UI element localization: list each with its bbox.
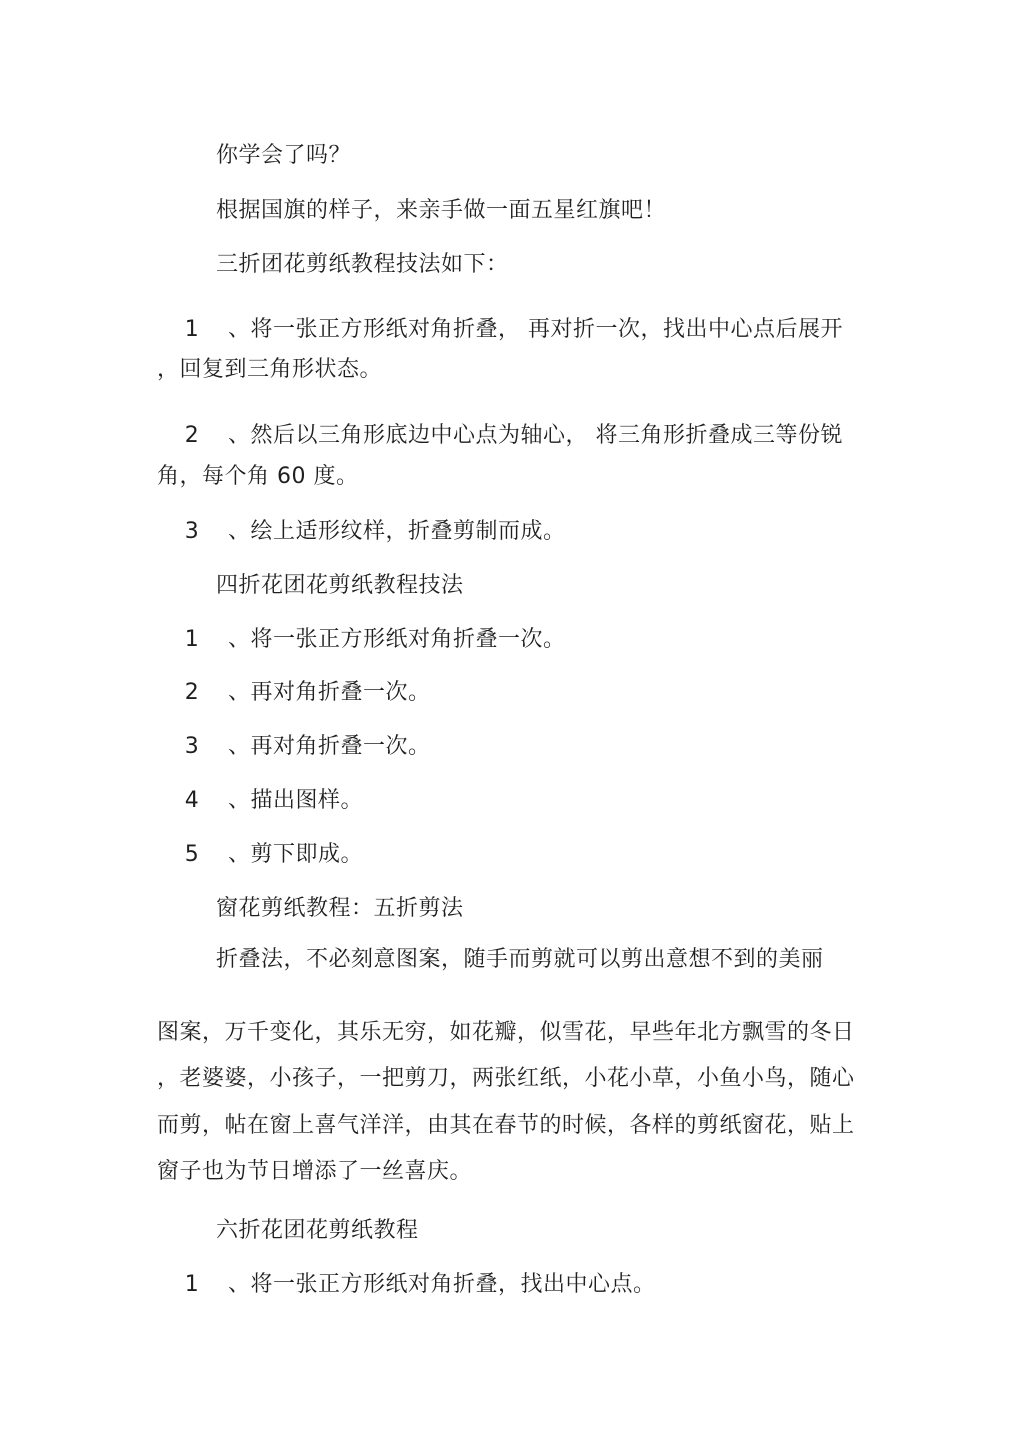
step-text: 、将一张正方形纸对角折叠， 再对折一次，找出中心点后展开 — [228, 317, 843, 342]
paragraph-line-2: 图案，万千变化，其乐无穷，如花瓣，似雪花，早些年北方飘雪的冬日 — [157, 1020, 855, 1045]
step-text: 、将一张正方形纸对角折叠一次。 — [228, 627, 566, 652]
section-heading-three-fold: 三折团花剪纸教程技法如下： — [216, 252, 509, 277]
paragraph-line-5: 窗子也为节日增添了一丝喜庆。 — [157, 1159, 473, 1184]
step-number: 4 — [184, 788, 200, 813]
three-fold-step-2-continued: 角，每个角 60 度。 — [157, 464, 359, 489]
step-text: 、然后以三角形底边中心点为轴心， 将三角形折叠成三等份锐 — [228, 423, 843, 448]
paragraph-line-1: 折叠法，不必刻意图案，随手而剪就可以剪出意想不到的美丽 — [216, 947, 824, 972]
step-number: 3 — [184, 519, 200, 544]
step-text: 、再对角折叠一次。 — [228, 680, 431, 705]
step-number: 2 — [184, 680, 200, 705]
three-fold-step-1-continued: ，回复到三角形状态。 — [157, 357, 383, 382]
section-heading-five-fold: 窗花剪纸教程：五折剪法 — [216, 896, 464, 921]
step-number: 5 — [184, 842, 200, 867]
step-number: 1 — [184, 1272, 200, 1297]
step-number: 3 — [184, 734, 200, 759]
paragraph-line-3: ，老婆婆，小孩子，一把剪刀，两张红纸，小花小草，小鱼小鸟，随心 — [157, 1066, 855, 1091]
step-number: 2 — [184, 423, 200, 448]
intro-flag-instruction: 根据国旗的样子，来亲手做一面五星红旗吧！ — [216, 198, 667, 223]
step-text: 、剪下即成。 — [228, 842, 364, 867]
section-heading-four-fold: 四折花团花剪纸教程技法 — [216, 573, 464, 598]
step-text: 、再对角折叠一次。 — [228, 734, 431, 759]
step-text: 、描出图样。 — [228, 788, 364, 813]
step-text: 、绘上适形纹样，折叠剪制而成。 — [228, 519, 566, 544]
step-number: 1 — [184, 317, 200, 342]
intro-question: 你学会了吗？ — [216, 143, 352, 168]
section-heading-six-fold: 六折花团花剪纸教程 — [216, 1218, 419, 1243]
step-number: 1 — [184, 627, 200, 652]
paragraph-line-4: 而剪，帖在窗上喜气洋洋，由其在春节的时候，各样的剪纸窗花，贴上 — [157, 1113, 855, 1138]
step-text: 、将一张正方形纸对角折叠，找出中心点。 — [228, 1272, 656, 1297]
